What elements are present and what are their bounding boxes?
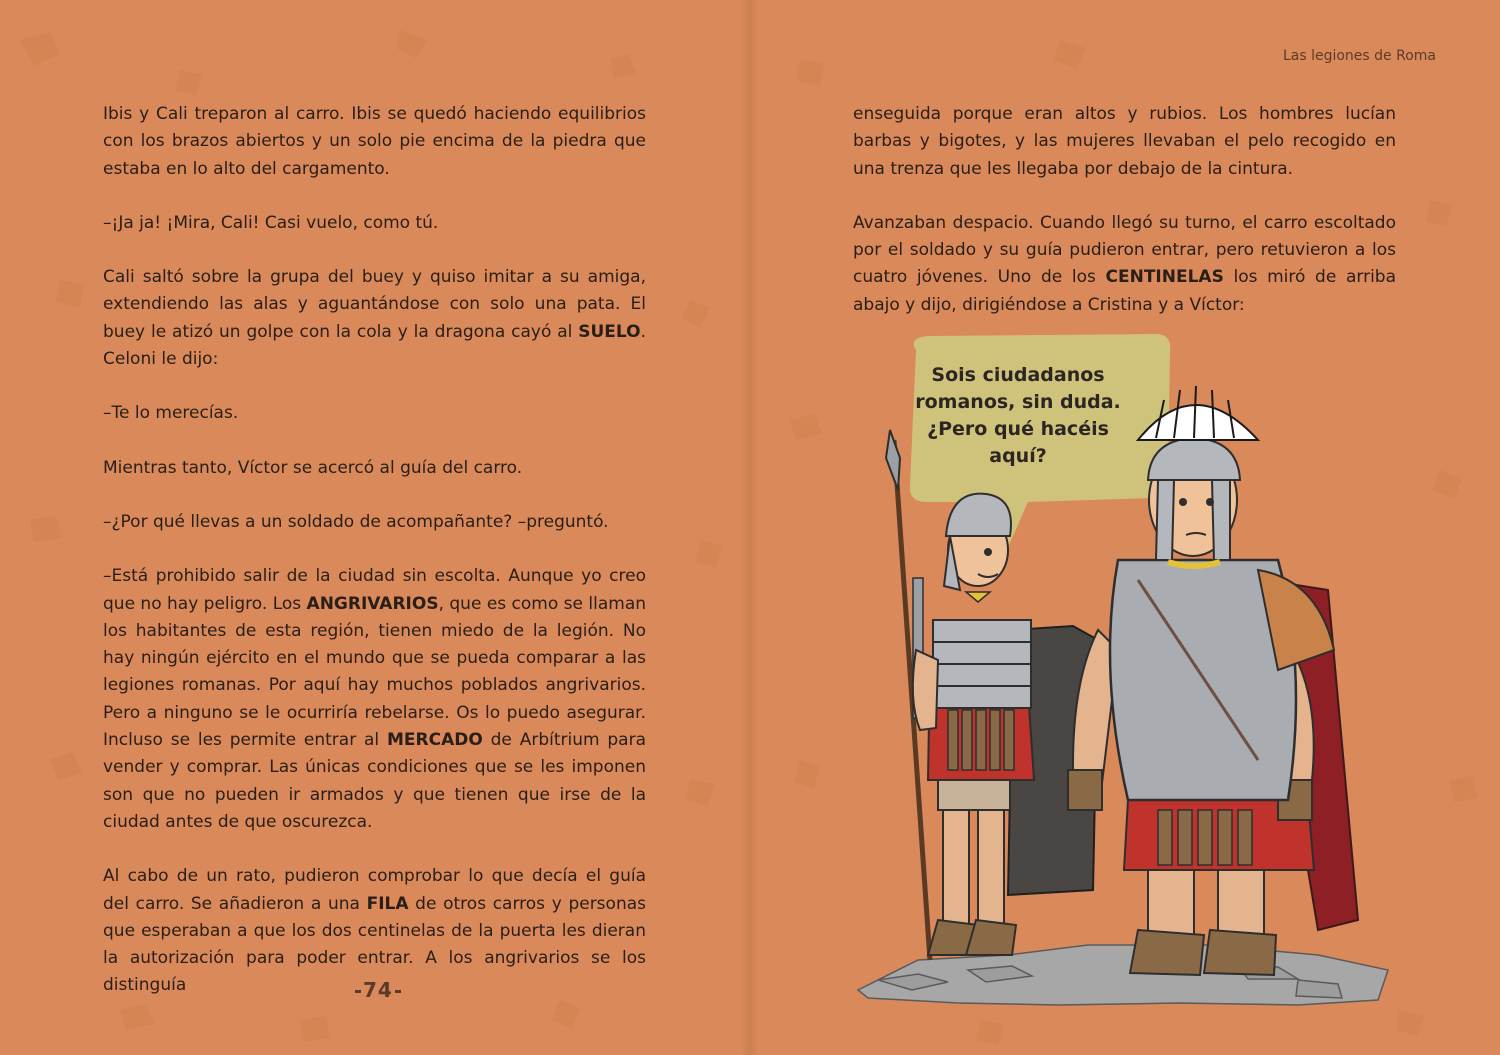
glossary-term: ANGRIVARIOS: [306, 593, 439, 614]
page-number: 74: [353, 978, 403, 1002]
paragraph: –¿Por qué llevas a un soldado de acompañante? –preguntó.: [103, 511, 609, 532]
paragraph: Avanzaban despacio. Cuando llegó su turno, el carro escoltado por el soldado y su guía pudieron entrar, pero retuvieron a los cuatro jóvenes. Uno de los CENTINELAS los miró de arriba abajo y dijo, dirigiéndose a Cristina y a Víctor:: [853, 212, 1396, 315]
paragraph: Cali saltó sobre la grupa del buey y quiso imitar a su amiga, extendiendo las alas y aguantándose con solo una pata. El buey le atizó un golpe con la cola y la dragona cayó al SUELO. Celoni le dijo:: [103, 267, 646, 370]
paragraph: –Te lo merecías.: [103, 403, 239, 424]
paragraph: enseguida porque eran altos y rubios. Los hombres lucían barbas y bigotes, y las mujeres llevaban el pelo recogido en una trenza que les llegaba por debajo de la cintura.: [853, 104, 1396, 179]
glossary-term: MERCADO: [386, 730, 483, 751]
paragraph: –Está prohibido salir de la ciudad sin escolta. Aunque yo creo que no hay peligro. Los ANGRIVARIOS, que es como se llaman los habitantes de esta región, tienen miedo de la legión. No hay ningún ejército en el mundo que se pueda comparar a las legiones romanas. Por aquí hay muchos poblados angrivarios. Pero a ninguno se le ocurriría rebelarse. Os lo puedo asegurar. Incluso se les permite entrar al MERCADO de Arbítrium para vender y comprar. Las únicas condiciones que se les imponen son que no pueden ir armados y que tienen que irse de la ciudad antes de que oscurezca.: [103, 566, 647, 832]
glossary-term: FILA: [366, 893, 409, 914]
paragraph: Mientras tanto, Víctor se acercó al guía del carro.: [103, 457, 523, 478]
left-page-text: [103, 101, 646, 1027]
running-head: Las legiones de Roma: [1282, 48, 1436, 64]
paragraph: –¡Ja ja! ¡Mira, Cali! Casi vuelo, como tú.: [103, 212, 439, 233]
right-page-text: [853, 101, 1396, 346]
paragraph: Ibis y Cali treparon al carro. Ibis se quedó haciendo equilibrios con los brazos abiertos y un solo pie encima de la piedra que estaba en lo alto del cargamento.: [103, 104, 646, 179]
paragraph: Al cabo de un rato, pudieron comprobar lo que decía el guía del carro. Se añadieron a una FILA de otros carros y personas que esperaban a que los dos centinelas de la puerta les dieran la autorización para poder entrar. A los angrivarios se los distinguía: [103, 866, 646, 996]
speech-bubble-text: Sois ciudadanos romanos, sin duda. ¿Pero qué hacéis aquí?: [915, 364, 1121, 467]
glossary-term: SUELO: [578, 321, 641, 342]
book-gutter: [742, 0, 758, 1055]
glossary-term: CENTINELAS: [1105, 267, 1224, 288]
